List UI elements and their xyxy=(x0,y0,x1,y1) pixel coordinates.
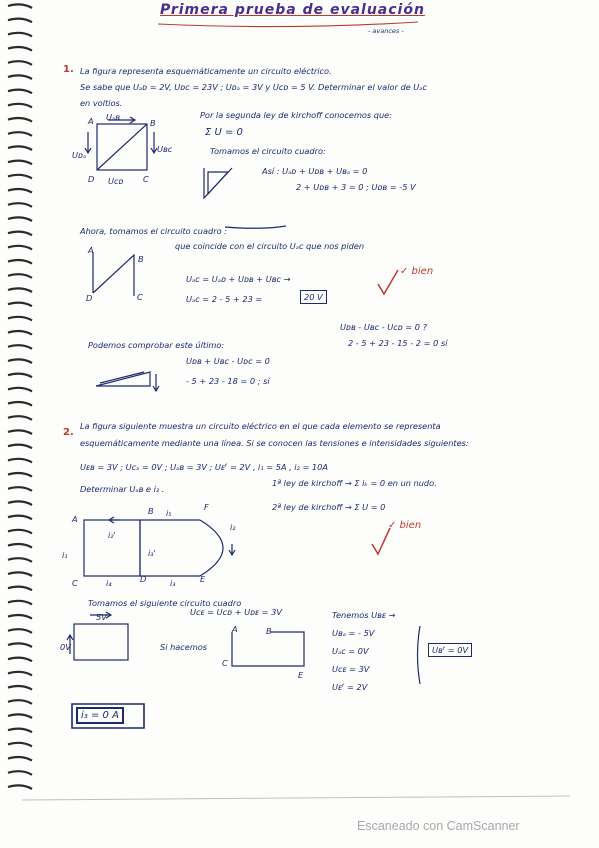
q2-uba: Uʙₐ = - 5V xyxy=(332,628,375,638)
q1-verify-note: Podemos comprobar este último: xyxy=(88,340,225,350)
q1-node-b: B xyxy=(150,118,156,128)
q1-statement-line1: La figura representa esquemáticamente un circuito eléctrico. xyxy=(80,66,332,76)
q1-label-ubc: Uʙᴄ xyxy=(157,144,173,154)
q1-node-a: A xyxy=(88,116,94,126)
q2-check-mark: ✓ bien xyxy=(388,520,422,531)
q2-tenemos: Tenemos Uʙᴇ → xyxy=(332,610,396,620)
q2-node-c: C xyxy=(72,578,78,588)
q1-law-formula: Σ U = 0 xyxy=(205,127,243,138)
q2-law1: 1ª ley de kirchoff → Σ iₖ = 0 en un nudo. xyxy=(272,478,437,488)
q2-label-i2: i₂ xyxy=(230,522,236,532)
q1-node-d: D xyxy=(88,174,95,184)
q1-equation-asi: Así : Uₐᴅ + Uᴅʙ + Uʙₐ = 0 xyxy=(262,166,368,176)
q2-uce: Uᴄᴇ = 3V xyxy=(332,664,370,674)
q2-label-i4: i₄ xyxy=(106,578,112,588)
q2-label-i3: i₃ xyxy=(170,578,176,588)
q2-node-a: A xyxy=(72,514,78,524)
q1-node2-d: D xyxy=(86,293,93,303)
q1-uac-equation: Uₐᴄ = Uₐᴅ + Uᴅʙ + Uʙᴄ → xyxy=(186,274,291,284)
q2-label-i3p: i₃' xyxy=(148,548,156,558)
q2-node-f: F xyxy=(204,502,209,512)
q2-node2-c: C xyxy=(222,658,228,668)
q1-equation-substitution: 2 + Uᴅʙ + 3 = 0 ; Uᴅʙ = -5 V xyxy=(296,182,416,192)
q1-label-uab: Uₐʙ xyxy=(106,112,120,122)
q2-node-d: D xyxy=(140,574,147,584)
q1-label-ucd: Uᴄᴅ xyxy=(108,176,124,186)
q1-node2-b: B xyxy=(138,254,144,264)
question-2-number: 2. xyxy=(63,427,74,438)
q1-node2-c: C xyxy=(137,292,143,302)
q2-ubf-result: Uʙᶠ = 0V xyxy=(428,643,472,657)
page-subtitle: - avances - xyxy=(368,27,404,35)
q1-check-mark: ✓ bien xyxy=(400,266,434,277)
q1-statement-line3: en voltios. xyxy=(80,98,123,108)
q1-coincide-note: que coincide con el circuito Uₐᴄ que nos piden xyxy=(175,241,365,251)
q2-node2-b: B xyxy=(266,626,272,636)
q1-verify-right: Uᴅʙ - Uʙᴄ - Uᴄᴅ = 0 ? xyxy=(340,322,427,332)
q1-uac-calc: Uₐᴄ = 2 - 5 + 23 = xyxy=(186,294,263,304)
q2-node2-e: E xyxy=(298,670,304,680)
q2-uef: Uᴇᶠ = 2V xyxy=(332,682,368,692)
q2-determine: Determinar Uₐʙ e i₃ . xyxy=(80,484,165,494)
q1-verify-eq1: Uᴅʙ + Uʙᴄ - Uᴅᴄ = 0 xyxy=(186,356,270,366)
page-title: Primera prueba de evaluación xyxy=(160,2,425,18)
q2-node-e: E xyxy=(200,574,206,584)
q1-now-take: Ahora, tomamos el circuito cuadro : xyxy=(80,226,227,236)
q1-verify-eq2: - 5 + 23 - 18 = 0 ; sí xyxy=(186,376,270,386)
q1-law-note: Por la segunda ley de kirchoff conocemos que: xyxy=(200,110,392,120)
q2-node2-a: A xyxy=(232,624,238,634)
q2-uac: Uₐᴄ = 0V xyxy=(332,646,369,656)
q2-i3-result: i₃ = 0 A xyxy=(76,707,124,724)
q1-node2-a: A xyxy=(88,245,94,255)
q2-statement-line1: La figura siguiente muestra un circuito eléctrico en el que cada elemento se representa xyxy=(80,421,441,431)
q2-statement-line3: Uᴇʙ = 3V ; Uᴄₐ = 0V ; Uₐʙ = 3V ; Uᴇᶠ = 2V , i₁ = 5A , i₂ = 10A xyxy=(80,462,328,472)
q2-label-i2p: i₂' xyxy=(108,530,116,540)
q1-node-c: C xyxy=(143,174,149,184)
q2-zero-volts: 0V xyxy=(60,642,71,652)
q2-label-i5: i₅ xyxy=(166,508,172,518)
q2-node-b: B xyxy=(148,506,154,516)
q1-taking-circuit: Tomamos el circuito cuadro: xyxy=(210,146,326,156)
q2-statement-line2: esquemáticamente mediante una línea. Si se conocen las tensiones e intensidades siguientes: xyxy=(80,438,469,448)
q2-si-hacemos: Si hacemos xyxy=(160,642,208,652)
q1-statement-line2: Se sabe que Uₐᴅ = 2V, Uᴅᴄ = 23V ; Uᴅₐ = 3V y Uᴄᴅ = 5 V. Determinar el valor de Uₐᴄ xyxy=(80,82,427,92)
q1-verify-right2: 2 - 5 + 23 - 15 - 2 = 0 sí xyxy=(348,338,448,348)
q2-five-volts: 5V xyxy=(96,612,107,622)
camscanner-watermark: Escaneado con CamScanner xyxy=(357,819,520,833)
q2-law2: 2ª ley de kirchoff → Σ U = 0 xyxy=(272,502,386,512)
q1-uac-result: 20 V xyxy=(300,290,327,304)
q2-label-i1: i₁ xyxy=(62,550,68,560)
q2-take-circuit: Tomamos el siguiente circuito cuadro xyxy=(88,598,242,608)
q2-uce-equation: Uᴄᴇ = Uᴄᴅ + Uᴅᴇ = 3V xyxy=(190,607,282,617)
q1-label-uda: Uᴅₐ xyxy=(72,150,87,160)
question-1-number: 1. xyxy=(63,64,74,75)
